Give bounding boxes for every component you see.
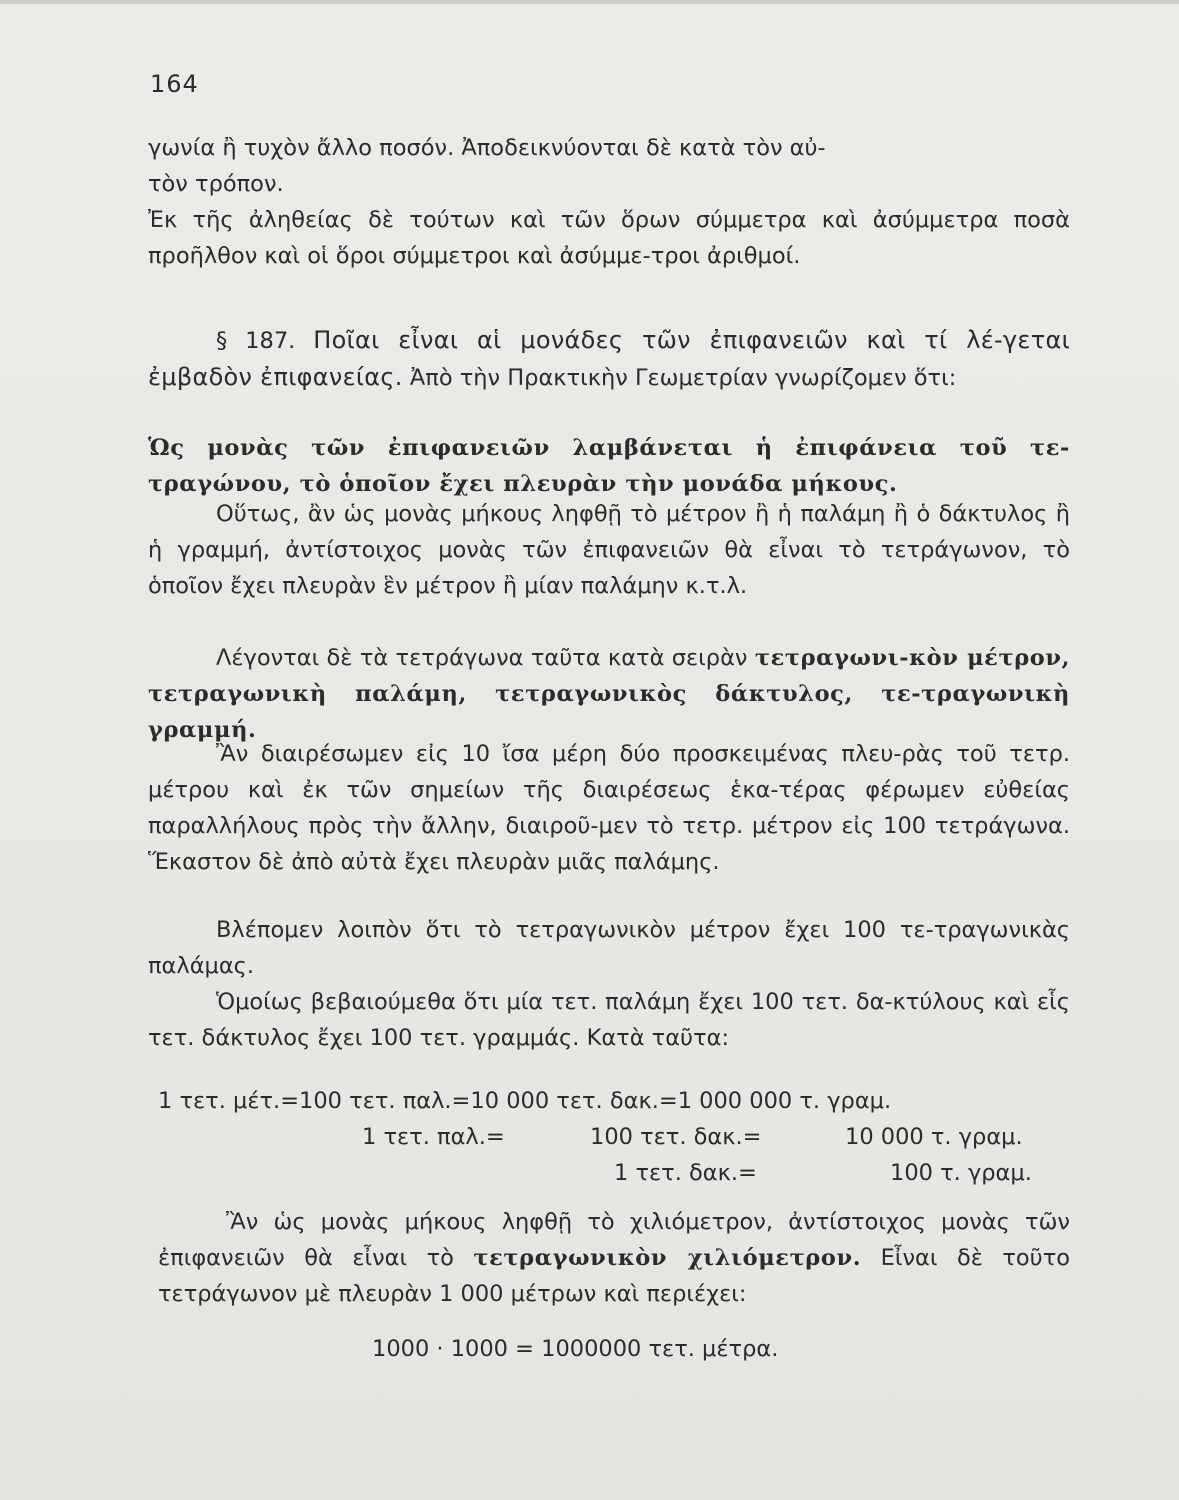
conversion-row-3a: 1 τετ. δακ.=	[614, 1160, 757, 1186]
para6-text: Βλέπομεν λοιπὸν ὅτι τὸ τετραγωνικὸν μέτρον ἔχει 100 τε-τραγωνικὰς παλάμας.	[148, 917, 1070, 979]
paragraph-similarly	[148, 984, 1070, 1056]
section-marker: § 187.	[216, 328, 296, 354]
paragraph-division	[148, 736, 1070, 880]
para8-term: τετραγωνικὸν χιλιόμετρον.	[473, 1245, 862, 1271]
conversion-row-2c: 10 000 τ. γραμ.	[845, 1124, 1023, 1150]
conversion-row-2b: 100 τετ. δακ.=	[590, 1124, 762, 1150]
para8	[158, 1204, 1070, 1312]
paragraph-kilometer	[158, 1204, 1070, 1312]
para1-line1: γωνία ἢ τυχὸν ἄλλο ποσόν. Ἀποδεικνύονται δὲ κατὰ τὸν αὐ-	[148, 135, 826, 161]
definition-text: Ὡς μονὰς τῶν ἐπιφανειῶν λαμβάνεται ἡ ἐπιφάνεια τοῦ τε-τραγώνου, τὸ ὁποῖον ἔχει πλευρὰν τὴν μονάδα μήκους.	[148, 435, 1070, 497]
paragraph-conclusion	[148, 912, 1070, 984]
paragraph-continuation	[148, 130, 1070, 202]
definition-block	[148, 430, 1070, 502]
section-187	[148, 322, 1070, 396]
para2-text: Ἐκ τῆς ἀληθείας δὲ τούτων καὶ τῶν ὅρων σύμμετρα καὶ ἀσύμμετρα ποσὰ προῆλθον καὶ οἱ ὅροι σύμμετροι καὶ ἀσύμμε-τροι ἀριθμοί.	[148, 207, 1070, 269]
paragraph-examples	[148, 496, 1070, 604]
section-title: Ποῖαι εἶναι αἱ μονάδες τῶν ἐπιφανειῶν καὶ τί λέ-γεται ἐμβαδὸν ἐπιφανείας.	[148, 326, 1070, 391]
page-number: 164	[150, 70, 199, 98]
section-intro: Ἀπὸ τὴν Πρακτικὴν Γεωμετρίαν γνωρίζομεν ὅτι:	[409, 365, 957, 391]
kilometer-formula: 1000 · 1000 = 1000000 τετ. μέτρα.	[372, 1336, 779, 1362]
para8-tail: Εἶναι δὲ τοῦτο τετράγωνον μὲ πλευρὰν 1 000 μέτρων καὶ περιέχει:	[158, 1245, 1071, 1307]
para1-line2: τὸν τρόπον.	[148, 171, 284, 197]
para4	[148, 640, 1070, 748]
para3-text: Οὕτως, ἂν ὡς μονὰς μήκους ληφθῇ τὸ μέτρον ἢ ἡ παλάμη ἢ ὁ δάκτυλος ἢ ἡ γραμμή, ἀντίστοιχος μονὰς τῶν ἐπιφανειῶν θὰ εἶναι τὸ τετράγωνον, τὸ ὁποῖον ἔχει πλευρὰν ἓν μέτρον ἢ μίαν παλάμην κ.τ.λ.	[148, 501, 1070, 599]
para5-text: Ἂν διαιρέσωμεν εἰς 10 ἴσα μέρη δύο προσκειμένας πλευ-ρὰς τοῦ τετρ. μέτρου καὶ ἐκ τῶν σημείων τῆς διαιρέσεως ἑκα-τέρας φέρωμεν εὐθείας παραλλήλους πρὸς τὴν ἄλλην, διαιροῦ-μεν τὸ τετρ. μέτρον εἰς 100 τετράγωνα. Ἕκαστον δὲ ἀπὸ αὐτὰ ἔχει πλευρὰν μιᾶς παλάμης.	[148, 741, 1070, 875]
paragraph-commensurable	[148, 202, 1070, 274]
paragraph-names	[148, 640, 1070, 748]
para4-terms: τετραγωνι-κὸν μέτρον, τετραγωνικὴ παλάμη, τετραγωνικὸς δάκτυλος, τε-τραγωνικὴ γραμμή.	[148, 645, 1071, 743]
conversion-row-1: 1 τετ. μέτ.=100 τετ. παλ.=10 000 τετ. δακ.=1 000 000 τ. γραμ.	[158, 1088, 892, 1114]
para7-text: Ὁμοίως βεβαιούμεθα ὅτι μία τετ. παλάμη ἔχει 100 τετ. δα-κτύλους καὶ εἷς τετ. δάκτυλος ἔχει 100 τετ. γραμμάς. Κατὰ ταῦτα:	[148, 989, 1070, 1051]
section-heading	[148, 322, 1070, 396]
para4-lead: Λέγονται δὲ τὰ τετράγωνα ταῦτα κατὰ σειρὰν	[216, 645, 748, 671]
para8-lead: Ἂν ὡς μονὰς μήκους ληφθῇ τὸ χιλιόμετρον, ἀντίστοιχος μονὰς τῶν ἐπιφανειῶν θὰ εἶναι τὸ	[158, 1209, 1070, 1271]
conversion-row-2a: 1 τετ. παλ.=	[362, 1124, 505, 1150]
conversion-row-3b: 100 τ. γραμ.	[890, 1160, 1032, 1186]
page-top-edge	[0, 0, 1179, 4]
